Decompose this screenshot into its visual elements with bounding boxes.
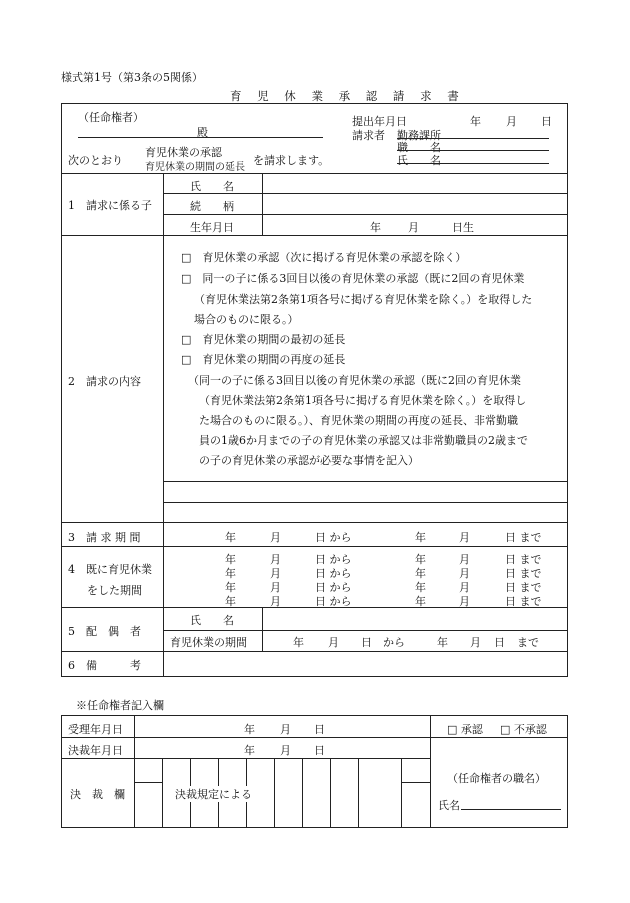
lead-text: 次のとおり: [68, 154, 123, 167]
past-period-unit: 月: [459, 581, 470, 594]
divider: [134, 782, 162, 783]
received-date-label: 受理年月日: [68, 723, 123, 736]
post-label: 職 名: [397, 141, 441, 154]
appointer-line: [78, 137, 323, 138]
child-birthdate-label: 生年月日: [190, 221, 234, 234]
divider: [61, 173, 568, 174]
past-period-unit: 年: [225, 553, 236, 566]
appointer-label: （任命権者）: [78, 111, 144, 124]
spouse-label: 5 配 偶 者: [68, 625, 141, 638]
approve-checkbox[interactable]: □ 承認: [447, 723, 483, 736]
content-line: （育児休業法第2条第1項各号に掲げる育児休業を除く。）を取得した: [194, 293, 533, 306]
past-leave-label: 4 既に育児休業: [68, 563, 152, 576]
reject-checkbox[interactable]: □ 不承認: [500, 723, 547, 736]
divider: [61, 546, 568, 547]
decision-date-label: 決裁年月日: [68, 744, 123, 757]
date-year-unit: 年: [470, 115, 481, 128]
past-period-unit: 年: [415, 595, 426, 608]
dept-label: 勤務課所: [397, 129, 441, 142]
past-period-unit: 年: [415, 553, 426, 566]
ymd-unit: 月: [280, 744, 291, 757]
past-period-unit: 月: [270, 567, 281, 580]
extension-option: 育児休業の期間の延長: [145, 162, 245, 173]
requester-label: 請求者: [352, 129, 385, 142]
kessai-column-line: [302, 758, 303, 828]
period-unit: 年: [415, 531, 426, 544]
divider: [134, 715, 135, 828]
content-line: 場合のものに限る。）: [194, 313, 299, 326]
request-text: を請求します。: [253, 154, 330, 167]
spouse-unit: 日: [494, 636, 505, 649]
child-section-label: 1 請求に係る子: [68, 199, 152, 212]
ymd-unit: 日: [314, 744, 325, 757]
content-line: □ 育児休業の期間の再度の延長: [181, 353, 346, 366]
past-period-unit: 年: [415, 581, 426, 594]
past-period-unit: 月: [270, 553, 281, 566]
spouse-unit: から: [383, 636, 405, 649]
spouse-unit: 年: [293, 636, 304, 649]
content-line: □ 育児休業の期間の最初の延長: [181, 333, 346, 346]
spouse-unit: 月: [328, 636, 339, 649]
divider: [61, 607, 568, 608]
kessai-label: 決 裁 欄: [70, 788, 125, 801]
past-period-unit: 年: [225, 567, 236, 580]
content-line: の子の育児休業の承認が必要な事情を記入）: [199, 454, 419, 467]
remarks-label: 6 備 考: [68, 659, 141, 672]
request-content-label: 2 請求の内容: [68, 375, 141, 388]
ymd-unit: 月: [280, 723, 291, 736]
period-unit: 日 まで: [505, 531, 542, 544]
spouse-unit: 年: [437, 636, 448, 649]
ymd-unit: 年: [244, 744, 255, 757]
date-day-unit: 日: [541, 115, 552, 128]
birth-day-unit: 日生: [452, 221, 474, 234]
spouse-name-label: 氏 名: [190, 614, 234, 627]
appointer-section-heading: ※任命権者記入欄: [76, 699, 164, 712]
form-number: 様式第1号（第3条の5関係）: [61, 71, 203, 84]
past-period-unit: 日 まで: [505, 553, 542, 566]
date-month-unit: 月: [506, 115, 517, 128]
past-period-unit: 日 から: [315, 567, 352, 580]
approval-option: 育児休業の承認: [145, 146, 222, 159]
content-line: た場合のものに限る。）、育児休業の期間の再度の延長、非常勤職: [199, 414, 518, 427]
form-title: 育 児 休 業 承 認 請 求 書: [230, 89, 465, 103]
past-period-unit: 月: [459, 595, 470, 608]
submit-date-label: 提出年月日: [352, 115, 407, 128]
divider: [61, 522, 568, 523]
divider: [162, 758, 163, 828]
divider: [163, 630, 568, 631]
past-period-unit: 年: [225, 581, 236, 594]
request-period-label: 3 請 求 期 間: [68, 531, 141, 544]
past-period-unit: 年: [225, 595, 236, 608]
kessai-column-line: [330, 758, 331, 828]
period-unit: 月: [459, 531, 470, 544]
sub-column-line: [262, 607, 263, 651]
past-period-unit: 日 まで: [505, 581, 542, 594]
period-unit: 日 から: [315, 531, 352, 544]
content-line: （同一の子に係る3回目以後の育児休業の承認（既に2回の育児休業: [188, 374, 521, 387]
name-label: 氏 名: [397, 154, 441, 167]
past-period-unit: 日 から: [315, 581, 352, 594]
kessai-column-line: [358, 758, 359, 828]
spouse-unit: 日: [361, 636, 372, 649]
past-period-unit: 月: [270, 581, 281, 594]
name-line: [397, 163, 549, 164]
kessai-rule-text: 決裁規定による: [175, 788, 252, 801]
past-period-unit: 日 まで: [505, 595, 542, 608]
divider: [401, 782, 430, 783]
ymd-unit: 日: [314, 723, 325, 736]
content-line: （育児休業法第2条第1項各号に掲げる育児休業を除く。）を取得し: [199, 394, 527, 407]
divider: [61, 235, 568, 236]
content-line: □ 同一の子に係る3回目以後の育児休業の承認（既に2回の育児休業: [181, 272, 525, 285]
spouse-unit: 月: [470, 636, 481, 649]
content-line: 員の1歳6か月までの子の育児休業の承認又は非常勤職員の2歳まで: [199, 434, 528, 447]
divider: [61, 651, 568, 652]
period-unit: 年: [225, 531, 236, 544]
sub-column-line: [262, 173, 263, 235]
past-period-unit: 月: [270, 595, 281, 608]
appointer-post-label: （任命権者の職名）: [447, 772, 546, 785]
past-period-unit: 日 から: [315, 595, 352, 608]
ymd-unit: 年: [244, 723, 255, 736]
content-line: □ 育児休業の承認（次に掲げる育児休業の承認を除く）: [181, 251, 467, 264]
period-unit: 月: [270, 531, 281, 544]
divider: [61, 737, 568, 738]
birth-year-unit: 年: [370, 221, 381, 234]
past-leave-label-2: をした期間: [87, 584, 142, 597]
kessai-column-line: [401, 758, 402, 828]
dono-label: 殿: [197, 126, 208, 139]
spouse-unit: まで: [517, 636, 539, 649]
past-period-unit: 月: [459, 553, 470, 566]
divider: [430, 715, 431, 828]
divider: [163, 214, 568, 215]
label-column-line: [163, 173, 164, 677]
child-name-label: 氏 名: [190, 180, 234, 193]
post-line: [397, 150, 549, 151]
divider: [163, 502, 568, 503]
kessai-column-line: [274, 758, 275, 828]
birth-month-unit: 月: [408, 221, 419, 234]
spouse-period-label: 育児休業の期間: [170, 636, 247, 649]
signature-line: [461, 809, 561, 810]
signature-name-label: 氏名: [438, 799, 460, 812]
past-period-unit: 日 から: [315, 553, 352, 566]
past-period-unit: 月: [459, 567, 470, 580]
child-relation-label: 続 柄: [190, 200, 234, 213]
divider: [163, 481, 568, 482]
past-period-unit: 年: [415, 567, 426, 580]
past-period-unit: 日 まで: [505, 567, 542, 580]
